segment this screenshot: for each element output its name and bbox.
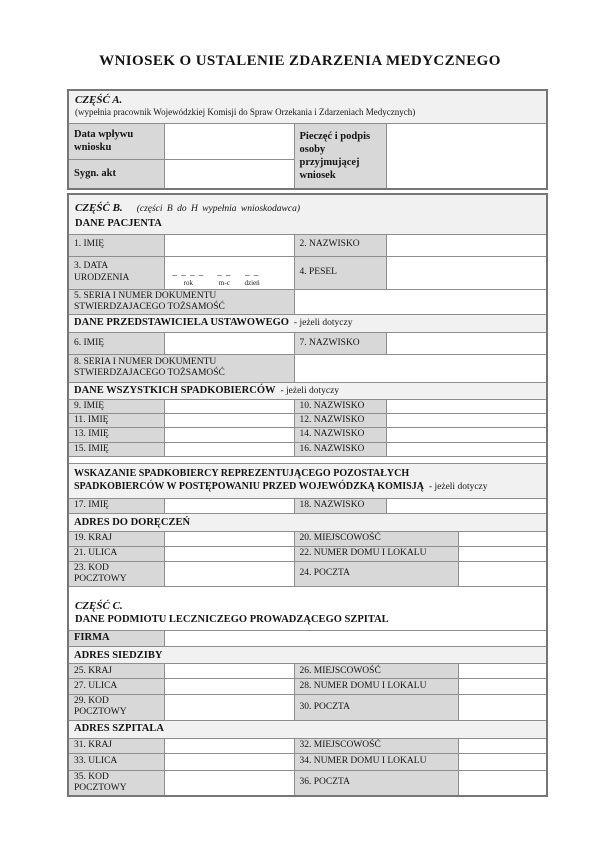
label-f10: 10. NAZWISKO	[294, 399, 386, 413]
section-all-heirs-title: DANE WSZYSTKICH SPADKOBIERCÓW	[74, 384, 276, 396]
input-f16[interactable]	[386, 442, 547, 456]
input-stamp-signature[interactable]	[386, 123, 547, 189]
month-hint-label: m-c	[218, 278, 230, 287]
label-f7: 7. NAZWISKO	[294, 332, 386, 354]
part-a-heading: CZĘŚĆ A.	[75, 94, 123, 106]
input-f35[interactable]	[164, 770, 294, 796]
if-applicable-note: - jeżeli dotyczy	[280, 385, 340, 396]
spacer-row	[68, 456, 547, 463]
section-seat-address: ADRES SIEDZIBY	[68, 647, 547, 664]
part-b-heading: CZĘŚĆ B.	[75, 202, 123, 214]
section-hospital-address: ADRES SZPITALA	[68, 720, 547, 738]
label-f34: 34. NUMER DOMU I LOKALU	[294, 753, 458, 770]
label-f16: 16. NAZWISKO	[294, 442, 386, 456]
label-f20: 20. MIEJSCOWOŚĆ	[294, 531, 458, 546]
label-f1: 1. IMIĘ	[68, 234, 164, 256]
input-f9[interactable]	[164, 399, 294, 413]
input-f23[interactable]	[164, 561, 294, 586]
label-f26: 26. MIEJSCOWOŚĆ	[294, 664, 458, 679]
input-f30[interactable]	[458, 695, 547, 720]
label-f21: 21. ULICA	[68, 546, 164, 561]
label-f6: 6. IMIĘ	[68, 332, 164, 354]
label-f13: 13. IMIĘ	[68, 428, 164, 442]
input-case-number[interactable]	[164, 159, 294, 189]
part-a-table	[67, 89, 548, 190]
input-f26[interactable]	[458, 664, 547, 679]
label-f17: 17. IMIĘ	[68, 498, 164, 513]
input-f28[interactable]	[458, 679, 547, 695]
input-f29[interactable]	[164, 695, 294, 720]
input-f31[interactable]	[164, 738, 294, 753]
label-case-number: Sygn. akt	[68, 159, 164, 189]
label-f3: 3. DATA URODZENIA	[68, 256, 164, 289]
label-f8: 8. SERIA I NUMER DOKUMENTU STWIERDZAJACEGO TOŻSAMOŚĆ	[68, 354, 294, 382]
input-f24[interactable]	[458, 561, 547, 586]
section-heir-representative-line1: WSKAZANIE SPADKOBIERCY REPREZENTUJĄCEGO POZOSTAŁYCH	[74, 468, 410, 480]
label-f28: 28. NUMER DOMU I LOKALU	[294, 679, 458, 695]
label-f33: 33. ULICA	[68, 753, 164, 770]
label-f15: 15. IMIĘ	[68, 442, 164, 456]
input-f32[interactable]	[458, 738, 547, 753]
form-title: WNIOSEK O USTALENIE ZDARZENIA MEDYCZNEGO	[99, 53, 501, 69]
label-f32: 32. MIEJSCOWOŚĆ	[294, 738, 458, 753]
label-f9: 9. IMIĘ	[68, 399, 164, 413]
input-f33[interactable]	[164, 753, 294, 770]
section-delivery-address: ADRES DO DORĘCZEŃ	[68, 513, 547, 531]
section-heir-representative-line2: SPADKOBIERCÓW W POSTĘPOWANIU PRZED WOJEWÓDZKĄ KOMISJĄ	[74, 480, 424, 492]
input-f12[interactable]	[386, 414, 547, 428]
part-b-header	[68, 194, 547, 234]
input-f4[interactable]	[386, 256, 547, 289]
label-stamp-signature: Pieczęć i podpis osoby przyjmującej wniosek	[294, 123, 386, 189]
input-f34[interactable]	[458, 753, 547, 770]
part-c-header	[68, 587, 547, 631]
part-a-note: (wypełnia pracownik Wojewódzkiej Komisji do Spraw Orzekania i Zdarzeniach Medycznych)	[75, 107, 416, 117]
label-f4: 4. PESEL	[294, 256, 386, 289]
part-a-header	[68, 90, 547, 123]
label-f24: 24. POCZTA	[294, 561, 458, 586]
day-dashes: – –	[244, 269, 260, 280]
input-f22[interactable]	[458, 546, 547, 561]
year-dashes: – – – –	[172, 269, 205, 280]
label-date-received: Data wpływu wniosku	[68, 123, 164, 159]
if-applicable-note: - jeżeli dotyczy	[293, 318, 353, 329]
input-f15[interactable]	[164, 442, 294, 456]
input-f7[interactable]	[386, 332, 547, 354]
year-hint-label: rok	[183, 278, 194, 287]
label-f30: 30. POCZTA	[294, 695, 458, 720]
label-f31: 31. KRAJ	[68, 738, 164, 753]
part-b-note: (części B do H wypełnia wnioskodawca)	[136, 204, 300, 214]
input-f27[interactable]	[164, 679, 294, 695]
label-f14: 14. NAZWISKO	[294, 428, 386, 442]
label-f5: 5. SERIA I NUMER DOKUMENTU STWIERDZAJACEGO TOŻSAMOŚĆ	[68, 289, 294, 314]
input-f6[interactable]	[164, 332, 294, 354]
input-f10[interactable]	[386, 399, 547, 413]
label-f25: 25. KRAJ	[68, 664, 164, 679]
input-f3[interactable]	[164, 256, 294, 289]
birthdate-format-hint	[170, 269, 289, 288]
input-f11[interactable]	[164, 414, 294, 428]
month-dashes: – –	[217, 269, 232, 280]
label-f11: 11. IMIĘ	[68, 414, 164, 428]
part-c-subheading: DANE PODMIOTU LECZNICZEGO PROWADZĄCEGO SZPITAL	[75, 614, 389, 626]
input-f19[interactable]	[164, 531, 294, 546]
section-heir-representative	[68, 463, 547, 498]
label-company: FIRMA	[68, 631, 164, 647]
label-f2: 2. NAZWISKO	[294, 234, 386, 256]
input-f5[interactable]	[294, 289, 547, 314]
input-f2[interactable]	[386, 234, 547, 256]
label-f29: 29. KOD POCZTOWY	[68, 695, 164, 720]
label-f36: 36. POCZTA	[294, 770, 458, 796]
input-date-received[interactable]	[164, 123, 294, 159]
input-f36[interactable]	[458, 770, 547, 796]
section-legal-representative-title: DANE PRZEDSTAWICIELA USTAWOWEGO	[74, 317, 289, 329]
input-f21[interactable]	[164, 546, 294, 561]
input-f13[interactable]	[164, 428, 294, 442]
part-c-heading: CZĘŚĆ C.	[75, 600, 123, 613]
label-f18: 18. NAZWISKO	[294, 498, 386, 513]
label-f23: 23. KOD POCZTOWY	[68, 561, 164, 586]
input-f8[interactable]	[294, 354, 547, 382]
input-f17[interactable]	[164, 498, 294, 513]
part-b-c-table	[67, 193, 548, 797]
label-f35: 35. KOD POCZTOWY	[68, 770, 164, 796]
input-f1[interactable]	[164, 234, 294, 256]
section-all-heirs	[68, 382, 547, 399]
input-f18[interactable]	[386, 498, 547, 513]
label-f22: 22. NUMER DOMU I LOKALU	[294, 546, 458, 561]
input-f14[interactable]	[386, 428, 547, 442]
section-legal-representative	[68, 314, 547, 332]
input-f25[interactable]	[164, 664, 294, 679]
label-f12: 12. NAZWISKO	[294, 414, 386, 428]
if-applicable-note: - jeżeli dotyczy	[428, 481, 488, 492]
input-f20[interactable]	[458, 531, 547, 546]
input-company[interactable]	[164, 631, 547, 647]
label-f27: 27. ULICA	[68, 679, 164, 695]
label-f19: 19. KRAJ	[68, 531, 164, 546]
section-patient-data: DANE PACJENTA	[75, 218, 162, 229]
day-hint-label: dzień	[244, 278, 260, 287]
